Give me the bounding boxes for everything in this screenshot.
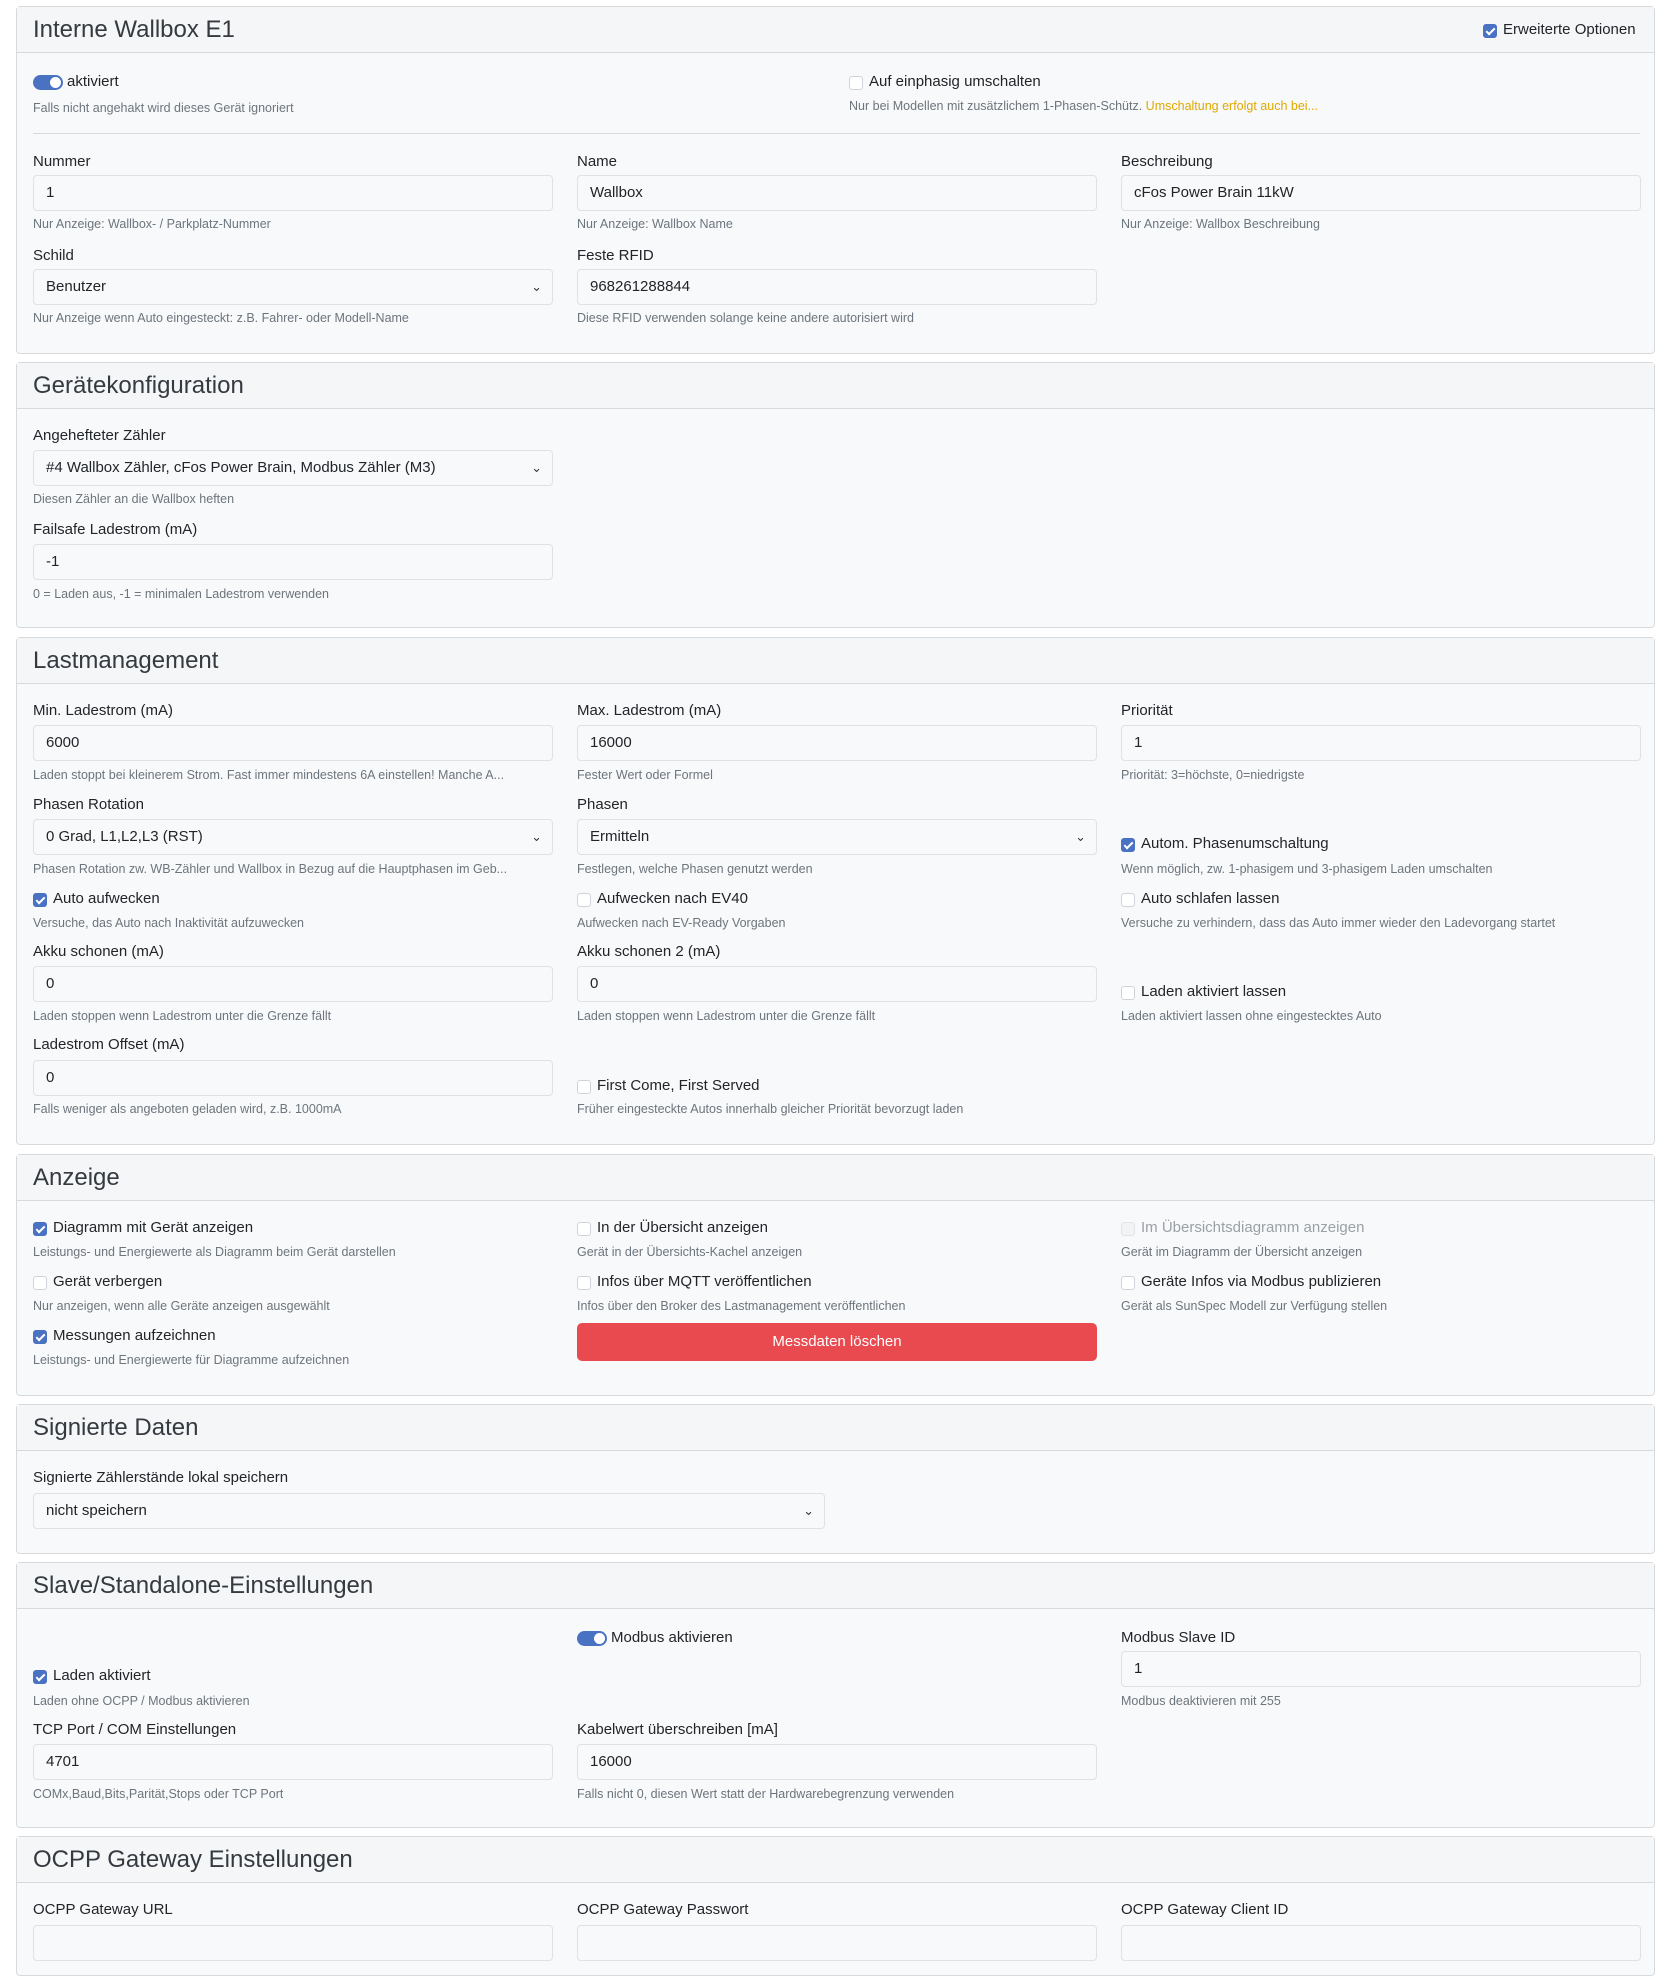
name-input[interactable]: Wallbox <box>577 175 1097 211</box>
meter-label: Angehefteter Zähler <box>33 427 166 444</box>
ocpp-title: OCPP Gateway Einstellungen <box>33 1846 353 1873</box>
signed-store-label: Signierte Zählerstände lokal speichern <box>33 1469 289 1486</box>
max-current-input[interactable]: 16000 <box>577 725 1097 761</box>
priority-label: Priorität <box>1121 702 1173 719</box>
ocpp-card <box>16 1836 1655 1976</box>
battery-save-input[interactable]: 0 <box>33 966 553 1002</box>
description-label: Beschreibung <box>1121 153 1213 170</box>
phase-rotation-label: Phasen Rotation <box>33 796 144 813</box>
signed-store-value: nicht speichern <box>46 1502 147 1519</box>
max-current-label: Max. Ladestrom (mA) <box>577 702 722 719</box>
ocpp-password-label: OCPP Gateway Passwort <box>577 1901 749 1918</box>
wake-car-label[interactable]: Auto aufwecken <box>53 890 160 907</box>
meter-select[interactable] <box>33 450 553 486</box>
ocpp-url-label: OCPP Gateway URL <box>33 1901 173 1918</box>
car-sleep-label[interactable]: Auto schlafen lassen <box>1141 890 1280 907</box>
number-help: Nur Anzeige: Wallbox- / Parkplatz-Nummer <box>33 217 271 231</box>
slave-id-help: Modbus deaktivieren mit 255 <box>1121 1694 1281 1708</box>
slave-header <box>17 1563 1654 1609</box>
single-phase-help-text: Nur bei Modellen mit zusätzlichem 1-Phasen-Schütz. <box>849 99 1143 113</box>
modbus-enable-label[interactable]: Modbus aktivieren <box>611 1629 733 1646</box>
sign-help: Nur Anzeige wenn Auto eingesteckt: z.B. Fahrer- oder Modell-Name <box>33 311 409 325</box>
max-current-help: Fester Wert oder Formel <box>577 768 713 782</box>
phase-rotation-select[interactable] <box>33 819 553 855</box>
single-phase-warning-link[interactable]: Umschaltung erfolgt auch bei... <box>1145 99 1318 113</box>
overview-diagram-help: Gerät im Diagramm der Übersicht anzeigen <box>1121 1245 1363 1259</box>
chevron-down-icon: ⌄ <box>531 460 542 475</box>
ocpp-client-id-label: OCPP Gateway Client ID <box>1121 1901 1289 1918</box>
sign-label: Schild <box>33 247 74 264</box>
number-label: Nummer <box>33 153 91 170</box>
overview-diagram-label[interactable]: Im Übersichtsdiagramm anzeigen <box>1141 1219 1365 1236</box>
charge-enabled-help: Laden ohne OCPP / Modbus aktivieren <box>33 1694 250 1708</box>
battery-save2-help: Laden stoppen wenn Ladestrom unter die Grenze fällt <box>577 1009 876 1023</box>
diagram-checkbox[interactable] <box>33 1222 47 1236</box>
fcfs-checkbox[interactable] <box>577 1080 591 1094</box>
fcfs-help: Früher eingesteckte Autos innerhalb gleicher Priorität bevorzugt laden <box>577 1102 964 1116</box>
delete-measurements-button[interactable]: Messdaten löschen <box>577 1323 1097 1361</box>
keep-charging-help: Laden aktiviert lassen ohne eingestecktes Auto <box>1121 1009 1382 1023</box>
charge-enabled-label[interactable]: Laden aktiviert <box>53 1667 151 1684</box>
device-config-title: Gerätekonfiguration <box>33 372 244 399</box>
overview-label[interactable]: In der Übersicht anzeigen <box>597 1219 768 1236</box>
record-help: Leistungs- und Energiewerte für Diagramme aufzeichnen <box>33 1353 350 1367</box>
modbus-publish-help: Gerät als SunSpec Modell zur Verfügung stellen <box>1121 1299 1388 1313</box>
phases-value: Ermitteln <box>590 828 650 845</box>
overview-checkbox[interactable] <box>577 1222 591 1236</box>
current-offset-label: Ladestrom Offset (mA) <box>33 1036 185 1053</box>
min-current-input[interactable]: 6000 <box>33 725 553 761</box>
hide-device-help: Nur anzeigen, wenn alle Geräte anzeigen ausgewählt <box>33 1299 330 1313</box>
tcp-port-input[interactable]: 4701 <box>33 1744 553 1780</box>
fcfs-label[interactable]: First Come, First Served <box>597 1077 760 1094</box>
cable-override-input[interactable]: 16000 <box>577 1744 1097 1780</box>
mqtt-label[interactable]: Infos über MQTT veröffentlichen <box>597 1273 812 1290</box>
slave-title: Slave/Standalone-Einstellungen <box>33 1572 374 1599</box>
sign-select[interactable] <box>33 269 553 305</box>
record-checkbox[interactable] <box>33 1330 47 1344</box>
meter-select-value: #4 Wallbox Zähler, cFos Power Brain, Modbus Zähler (M3) <box>46 459 436 476</box>
min-current-label: Min. Ladestrom (mA) <box>33 702 174 719</box>
signed-data-card <box>16 1404 1655 1554</box>
keep-charging-label[interactable]: Laden aktiviert lassen <box>1141 983 1287 1000</box>
device-config-header <box>17 363 1654 409</box>
meter-help: Diesen Zähler an die Wallbox heften <box>33 492 235 506</box>
load-management-title: Lastmanagement <box>33 647 219 674</box>
ocpp-password-input[interactable] <box>577 1925 1097 1961</box>
enabled-toggle[interactable] <box>33 75 63 90</box>
phase-rotation-help: Phasen Rotation zw. WB-Zähler und Wallbox in Bezug auf die Hauptphasen im Geb... <box>33 862 508 876</box>
single-phase-label[interactable]: Auf einphasig umschalten <box>869 73 1041 90</box>
ocpp-client-id-input[interactable] <box>1121 1925 1641 1961</box>
chevron-down-icon: ⌄ <box>531 829 542 844</box>
wallbox-divider <box>33 133 1640 134</box>
display-header <box>17 1155 1654 1201</box>
display-card <box>16 1154 1655 1396</box>
chevron-down-icon: ⌄ <box>803 1503 814 1518</box>
current-offset-help: Falls weniger als angeboten geladen wird, z.B. 1000mA <box>33 1102 342 1116</box>
number-input[interactable]: 1 <box>33 175 553 211</box>
chevron-down-icon: ⌄ <box>531 279 542 294</box>
wake-car-help: Versuche, das Auto nach Inaktivität aufzuwecken <box>33 916 305 930</box>
slave-card <box>16 1562 1655 1828</box>
modbus-publish-label[interactable]: Geräte Infos via Modbus publizieren <box>1141 1273 1382 1290</box>
battery-save-help: Laden stoppen wenn Ladestrom unter die Grenze fällt <box>33 1009 332 1023</box>
description-help: Nur Anzeige: Wallbox Beschreibung <box>1121 217 1320 231</box>
rfid-help: Diese RFID verwenden solange keine andere autorisiert wird <box>577 311 914 325</box>
single-phase-help <box>849 99 1318 113</box>
phase-rotation-value: 0 Grad, L1,L2,L3 (RST) <box>46 828 203 845</box>
car-sleep-help: Versuche zu verhindern, dass das Auto immer wieder den Ladevorgang startet <box>1121 916 1556 930</box>
priority-input[interactable]: 1 <box>1121 725 1641 761</box>
ocpp-header <box>17 1837 1654 1883</box>
name-help: Nur Anzeige: Wallbox Name <box>577 217 733 231</box>
battery-save2-input[interactable]: 0 <box>577 966 1097 1002</box>
signed-store-select[interactable] <box>33 1493 825 1529</box>
wallbox-card-header <box>17 7 1654 53</box>
wake-ev40-help: Aufwecken nach EV-Ready Vorgaben <box>577 916 786 930</box>
diagram-help: Leistungs- und Energiewerte als Diagramm beim Gerät darstellen <box>33 1245 396 1259</box>
failsafe-input[interactable]: -1 <box>33 544 553 580</box>
modbus-publish-checkbox[interactable] <box>1121 1276 1135 1290</box>
wake-car-checkbox[interactable] <box>33 893 47 907</box>
description-input[interactable]: cFos Power Brain 11kW <box>1121 175 1641 211</box>
signed-data-title: Signierte Daten <box>33 1414 199 1441</box>
enabled-label[interactable]: aktiviert <box>67 73 119 90</box>
tcp-port-help: COMx,Baud,Bits,Parität,Stops oder TCP Port <box>33 1787 284 1801</box>
mqtt-checkbox[interactable] <box>577 1276 591 1290</box>
sign-select-value: Benutzer <box>46 278 107 295</box>
ocpp-url-input[interactable] <box>33 1925 553 1961</box>
load-management-header <box>17 638 1654 684</box>
single-phase-checkbox[interactable] <box>849 76 863 90</box>
modbus-enable-toggle[interactable] <box>577 1631 607 1646</box>
cable-override-label: Kabelwert überschreiben [mA] <box>577 1721 778 1738</box>
keep-charging-checkbox[interactable] <box>1121 986 1135 1000</box>
hide-device-label[interactable]: Gerät verbergen <box>53 1273 163 1290</box>
extended-options-label[interactable]: Erweiterte Optionen <box>1503 21 1636 38</box>
tcp-port-label: TCP Port / COM Einstellungen <box>33 1721 237 1738</box>
wallbox-title: Interne Wallbox E1 <box>33 16 235 43</box>
wake-ev40-checkbox[interactable] <box>577 893 591 907</box>
wake-ev40-label[interactable]: Aufwecken nach EV40 <box>597 890 748 907</box>
slave-id-input[interactable]: 1 <box>1121 1651 1641 1687</box>
rfid-label: Feste RFID <box>577 247 654 264</box>
mqtt-help: Infos über den Broker des Lastmanagement veröffentlichen <box>577 1299 906 1313</box>
phases-help: Festlegen, welche Phasen genutzt werden <box>577 862 813 876</box>
diagram-label[interactable]: Diagramm mit Gerät anzeigen <box>53 1219 254 1236</box>
auto-phase-label[interactable]: Autom. Phasenumschaltung <box>1141 835 1329 852</box>
name-label: Name <box>577 153 618 170</box>
chevron-down-icon: ⌄ <box>1075 829 1086 844</box>
charge-enabled-checkbox[interactable] <box>33 1670 47 1684</box>
wallbox-card <box>16 6 1655 354</box>
failsafe-help: 0 = Laden aus, -1 = minimalen Ladestrom verwenden <box>33 587 330 601</box>
priority-help: Priorität: 3=höchste, 0=niedrigste <box>1121 768 1305 782</box>
phases-label: Phasen <box>577 796 628 813</box>
overview-help: Gerät in der Übersichts-Kachel anzeigen <box>577 1245 803 1259</box>
signed-data-header <box>17 1405 1654 1451</box>
battery-save2-label: Akku schonen 2 (mA) <box>577 943 721 960</box>
overview-diagram-checkbox[interactable] <box>1121 1222 1135 1236</box>
cable-override-help: Falls nicht 0, diesen Wert statt der Hardwarebegrenzung verwenden <box>577 1787 955 1801</box>
phases-select[interactable] <box>577 819 1097 855</box>
device-config-card <box>16 362 1655 628</box>
min-current-help: Laden stoppt bei kleinerem Strom. Fast immer mindestens 6A einstellen! Manche A... <box>33 768 505 782</box>
slave-id-label: Modbus Slave ID <box>1121 1629 1236 1646</box>
display-title: Anzeige <box>33 1164 120 1191</box>
battery-save-label: Akku schonen (mA) <box>33 943 164 960</box>
current-offset-input[interactable]: 0 <box>33 1060 553 1096</box>
extended-options-checkbox[interactable] <box>1483 24 1497 38</box>
rfid-input[interactable]: 968261288844 <box>577 269 1097 305</box>
car-sleep-checkbox[interactable] <box>1121 893 1135 907</box>
auto-phase-help: Wenn möglich, zw. 1-phasigem und 3-phasigem Laden umschalten <box>1121 862 1493 876</box>
enabled-help: Falls nicht angehakt wird dieses Gerät ignoriert <box>33 101 294 115</box>
load-management-card <box>16 637 1655 1145</box>
auto-phase-checkbox[interactable] <box>1121 838 1135 852</box>
failsafe-label: Failsafe Ladestrom (mA) <box>33 521 198 538</box>
hide-device-checkbox[interactable] <box>33 1276 47 1290</box>
record-label[interactable]: Messungen aufzeichnen <box>53 1327 216 1344</box>
